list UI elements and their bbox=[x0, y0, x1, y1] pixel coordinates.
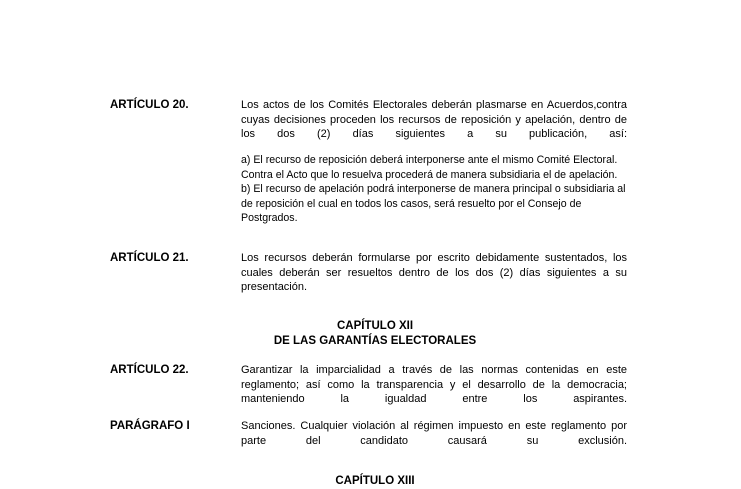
article-22-paragraph: Garantizar la imparcialidad a través de las normas contenidas en este reglamento; así como la transparencia y el desarrollo de la democracia; manteniendo la igualdad entre los aspirantes. bbox=[241, 364, 627, 405]
chapter-12-number: CAPÍTULO XII bbox=[336, 320, 414, 332]
paragraph-1-text: Sanciones. Cualquier violación al régimen impuesto en este reglamento por parte del candidato causará su exclusión. bbox=[241, 420, 627, 447]
article-21-label: ARTÍCULO 21. bbox=[110, 252, 189, 264]
chapter-13-number: CAPÍTULO XIII bbox=[335, 475, 415, 487]
paragraph-1-label: PARÁGRAFO I bbox=[110, 420, 190, 432]
article-22-label: ARTÍCULO 22. bbox=[110, 364, 189, 376]
chapter-12-heading bbox=[180, 319, 570, 349]
article-20-paragraph: Los actos de los Comités Electorales deberán plasmarse en Acuerdos,contra cuyas decisiones proceden los recursos de reposición y apelación, dentro de los dos (2) días siguientes a su publicación, así: bbox=[241, 99, 627, 140]
article-20-item-a: a) El recurso de reposición deberá interponerse ante el mismo Comité Electoral. Contra el Acto que lo resuelva procederá de manera subsidiaria el de apelación. bbox=[241, 154, 618, 181]
article-20-item-b: b) El recurso de apelación podrá interponerse de manera principal o subsidiaria al de reposición el cual en todos los casos, será resuelto por el Consejo de Postgrados. bbox=[241, 183, 626, 224]
article-20-label: ARTÍCULO 20. bbox=[110, 99, 189, 111]
chapter-13-heading bbox=[180, 474, 570, 489]
article-20-body bbox=[241, 98, 627, 226]
article-21-paragraph: Los recursos deberán formularse por escrito debidamente sustentados, los cuales deberán ser resueltos dentro de los dos (2) días siguientes a su presentación. bbox=[241, 252, 627, 293]
chapter-12-title: DE LAS GARANTÍAS ELECTORALES bbox=[273, 335, 477, 347]
